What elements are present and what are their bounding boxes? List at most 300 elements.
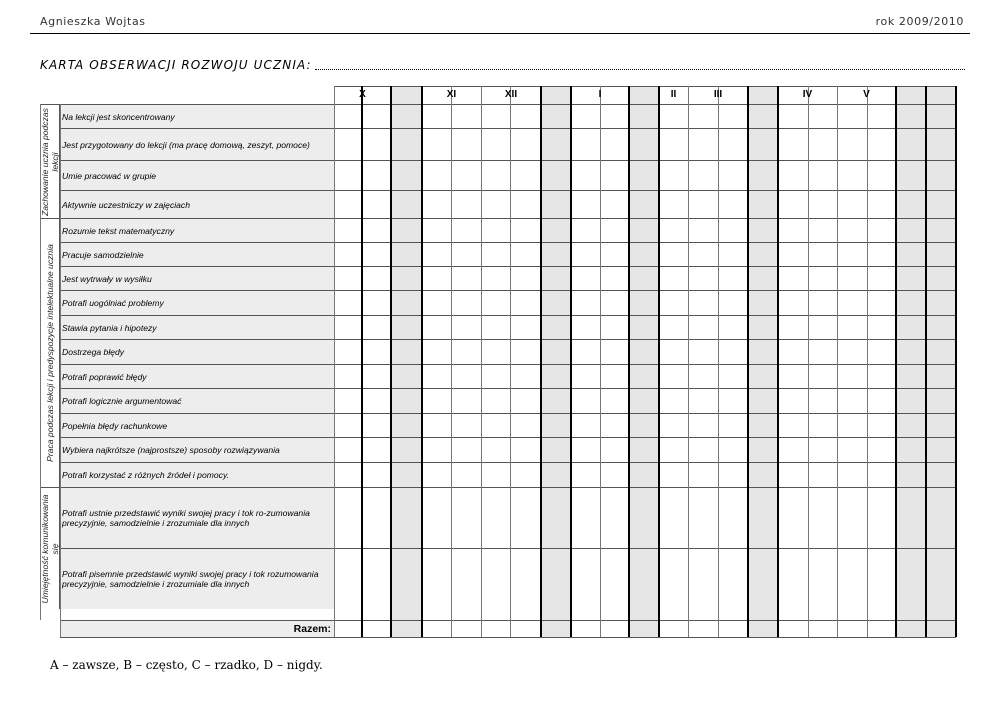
observation-cell[interactable]: [362, 413, 391, 437]
observation-cell[interactable]: [748, 242, 778, 266]
observation-cell[interactable]: [362, 160, 391, 190]
observation-cell[interactable]: [778, 364, 808, 388]
observation-cell[interactable]: [362, 128, 391, 160]
observation-cell[interactable]: [808, 242, 837, 266]
observation-cell[interactable]: [896, 128, 926, 160]
observation-cell[interactable]: [808, 364, 837, 388]
observation-cell[interactable]: [510, 160, 541, 190]
observation-cell[interactable]: [422, 364, 451, 388]
observation-cell[interactable]: [896, 104, 926, 128]
observation-cell[interactable]: [629, 462, 659, 487]
observation-cell[interactable]: [629, 290, 659, 315]
observation-cell[interactable]: [362, 487, 391, 548]
observation-cell[interactable]: [867, 437, 896, 462]
observation-cell[interactable]: [778, 437, 808, 462]
observation-cell[interactable]: [481, 437, 510, 462]
observation-cell[interactable]: [926, 487, 956, 548]
observation-cell[interactable]: [688, 487, 718, 548]
observation-cell[interactable]: [451, 266, 481, 290]
observation-cell[interactable]: [451, 388, 481, 413]
observation-cell[interactable]: [629, 128, 659, 160]
observation-cell[interactable]: [896, 339, 926, 364]
observation-cell[interactable]: [688, 290, 718, 315]
observation-cell[interactable]: [926, 462, 956, 487]
observation-cell[interactable]: [422, 548, 451, 609]
observation-cell[interactable]: [896, 266, 926, 290]
observation-cell[interactable]: [688, 190, 718, 218]
observation-cell[interactable]: [629, 315, 659, 339]
observation-cell[interactable]: [778, 160, 808, 190]
observation-cell[interactable]: [688, 462, 718, 487]
observation-cell[interactable]: [334, 190, 362, 218]
observation-cell[interactable]: [688, 437, 718, 462]
observation-cell[interactable]: [688, 266, 718, 290]
observation-cell[interactable]: [600, 315, 629, 339]
observation-cell[interactable]: [688, 364, 718, 388]
observation-cell[interactable]: [837, 437, 867, 462]
observation-cell[interactable]: [334, 339, 362, 364]
observation-cell[interactable]: [748, 339, 778, 364]
observation-cell[interactable]: [926, 160, 956, 190]
observation-cell[interactable]: [778, 218, 808, 242]
observation-cell[interactable]: [451, 190, 481, 218]
observation-cell[interactable]: [808, 388, 837, 413]
observation-cell[interactable]: [541, 339, 571, 364]
observation-cell[interactable]: [837, 290, 867, 315]
observation-cell[interactable]: [541, 266, 571, 290]
observation-cell[interactable]: [571, 548, 600, 609]
observation-cell[interactable]: [808, 462, 837, 487]
observation-cell[interactable]: [896, 218, 926, 242]
observation-cell[interactable]: [718, 548, 748, 609]
observation-cell[interactable]: [362, 437, 391, 462]
observation-cell[interactable]: [778, 104, 808, 128]
observation-cell[interactable]: [510, 339, 541, 364]
observation-cell[interactable]: [778, 413, 808, 437]
observation-cell[interactable]: [481, 218, 510, 242]
observation-cell[interactable]: [688, 388, 718, 413]
observation-cell[interactable]: [659, 487, 688, 548]
observation-cell[interactable]: [926, 339, 956, 364]
observation-cell[interactable]: [600, 190, 629, 218]
observation-cell[interactable]: [778, 290, 808, 315]
observation-cell[interactable]: [422, 487, 451, 548]
observation-cell[interactable]: [837, 160, 867, 190]
observation-cell[interactable]: [391, 548, 422, 609]
observation-cell[interactable]: [926, 290, 956, 315]
observation-cell[interactable]: [867, 160, 896, 190]
observation-cell[interactable]: [926, 315, 956, 339]
observation-cell[interactable]: [748, 290, 778, 315]
observation-cell[interactable]: [867, 388, 896, 413]
observation-cell[interactable]: [541, 104, 571, 128]
observation-cell[interactable]: [422, 218, 451, 242]
observation-cell[interactable]: [391, 266, 422, 290]
observation-cell[interactable]: [808, 266, 837, 290]
observation-cell[interactable]: [659, 128, 688, 160]
observation-cell[interactable]: [837, 218, 867, 242]
observation-cell[interactable]: [451, 487, 481, 548]
observation-cell[interactable]: [510, 437, 541, 462]
observation-cell[interactable]: [926, 413, 956, 437]
observation-cell[interactable]: [896, 315, 926, 339]
observation-cell[interactable]: [748, 128, 778, 160]
observation-cell[interactable]: [629, 242, 659, 266]
observation-cell[interactable]: [422, 160, 451, 190]
observation-cell[interactable]: [808, 413, 837, 437]
observation-cell[interactable]: [362, 462, 391, 487]
observation-cell[interactable]: [334, 388, 362, 413]
observation-cell[interactable]: [926, 104, 956, 128]
observation-cell[interactable]: [629, 266, 659, 290]
observation-cell[interactable]: [391, 242, 422, 266]
observation-cell[interactable]: [718, 160, 748, 190]
observation-cell[interactable]: [510, 462, 541, 487]
observation-cell[interactable]: [867, 548, 896, 609]
observation-cell[interactable]: [778, 548, 808, 609]
observation-cell[interactable]: [541, 218, 571, 242]
observation-cell[interactable]: [718, 242, 748, 266]
observation-cell[interactable]: [718, 437, 748, 462]
observation-cell[interactable]: [391, 487, 422, 548]
observation-cell[interactable]: [778, 242, 808, 266]
observation-cell[interactable]: [748, 266, 778, 290]
observation-cell[interactable]: [571, 413, 600, 437]
observation-cell[interactable]: [362, 290, 391, 315]
observation-cell[interactable]: [541, 413, 571, 437]
observation-cell[interactable]: [718, 388, 748, 413]
observation-cell[interactable]: [481, 160, 510, 190]
observation-cell[interactable]: [334, 290, 362, 315]
observation-cell[interactable]: [422, 462, 451, 487]
observation-cell[interactable]: [541, 160, 571, 190]
observation-cell[interactable]: [688, 339, 718, 364]
observation-cell[interactable]: [600, 364, 629, 388]
observation-cell[interactable]: [748, 413, 778, 437]
observation-cell[interactable]: [659, 218, 688, 242]
observation-cell[interactable]: [808, 548, 837, 609]
observation-cell[interactable]: [451, 128, 481, 160]
observation-cell[interactable]: [926, 190, 956, 218]
observation-cell[interactable]: [481, 548, 510, 609]
observation-cell[interactable]: [510, 218, 541, 242]
observation-cell[interactable]: [659, 364, 688, 388]
observation-cell[interactable]: [659, 190, 688, 218]
observation-cell[interactable]: [481, 364, 510, 388]
observation-cell[interactable]: [391, 315, 422, 339]
observation-cell[interactable]: [748, 190, 778, 218]
observation-cell[interactable]: [541, 364, 571, 388]
observation-cell[interactable]: [362, 388, 391, 413]
observation-cell[interactable]: [571, 190, 600, 218]
observation-cell[interactable]: [422, 388, 451, 413]
observation-cell[interactable]: [391, 364, 422, 388]
observation-cell[interactable]: [481, 462, 510, 487]
observation-cell[interactable]: [600, 266, 629, 290]
observation-cell[interactable]: [362, 266, 391, 290]
observation-cell[interactable]: [808, 315, 837, 339]
observation-cell[interactable]: [808, 339, 837, 364]
observation-cell[interactable]: [896, 413, 926, 437]
observation-cell[interactable]: [808, 437, 837, 462]
observation-cell[interactable]: [391, 128, 422, 160]
observation-cell[interactable]: [659, 315, 688, 339]
observation-cell[interactable]: [718, 462, 748, 487]
observation-cell[interactable]: [362, 315, 391, 339]
observation-cell[interactable]: [422, 266, 451, 290]
observation-cell[interactable]: [510, 315, 541, 339]
observation-cell[interactable]: [600, 462, 629, 487]
observation-cell[interactable]: [837, 315, 867, 339]
observation-cell[interactable]: [718, 413, 748, 437]
observation-cell[interactable]: [510, 413, 541, 437]
observation-cell[interactable]: [422, 242, 451, 266]
observation-cell[interactable]: [837, 339, 867, 364]
observation-cell[interactable]: [481, 388, 510, 413]
observation-cell[interactable]: [391, 290, 422, 315]
observation-cell[interactable]: [837, 266, 867, 290]
observation-cell[interactable]: [334, 128, 362, 160]
observation-cell[interactable]: [718, 339, 748, 364]
observation-cell[interactable]: [362, 242, 391, 266]
observation-cell[interactable]: [541, 190, 571, 218]
observation-cell[interactable]: [718, 364, 748, 388]
observation-cell[interactable]: [808, 218, 837, 242]
observation-cell[interactable]: [778, 266, 808, 290]
observation-cell[interactable]: [510, 364, 541, 388]
observation-cell[interactable]: [600, 290, 629, 315]
observation-cell[interactable]: [867, 315, 896, 339]
observation-cell[interactable]: [629, 437, 659, 462]
observation-cell[interactable]: [659, 437, 688, 462]
observation-cell[interactable]: [837, 548, 867, 609]
observation-cell[interactable]: [481, 339, 510, 364]
observation-cell[interactable]: [926, 548, 956, 609]
observation-cell[interactable]: [481, 242, 510, 266]
observation-cell[interactable]: [808, 487, 837, 548]
observation-cell[interactable]: [718, 290, 748, 315]
observation-cell[interactable]: [600, 437, 629, 462]
observation-cell[interactable]: [510, 128, 541, 160]
observation-cell[interactable]: [481, 128, 510, 160]
observation-cell[interactable]: [571, 388, 600, 413]
observation-cell[interactable]: [867, 290, 896, 315]
observation-cell[interactable]: [541, 437, 571, 462]
observation-cell[interactable]: [748, 388, 778, 413]
observation-cell[interactable]: [451, 548, 481, 609]
observation-cell[interactable]: [718, 190, 748, 218]
observation-cell[interactable]: [571, 242, 600, 266]
observation-cell[interactable]: [451, 104, 481, 128]
observation-cell[interactable]: [748, 315, 778, 339]
observation-cell[interactable]: [808, 190, 837, 218]
observation-cell[interactable]: [391, 190, 422, 218]
observation-cell[interactable]: [481, 413, 510, 437]
observation-cell[interactable]: [748, 548, 778, 609]
observation-cell[interactable]: [571, 487, 600, 548]
observation-cell[interactable]: [541, 290, 571, 315]
observation-cell[interactable]: [688, 160, 718, 190]
observation-cell[interactable]: [422, 437, 451, 462]
observation-cell[interactable]: [688, 218, 718, 242]
observation-cell[interactable]: [541, 128, 571, 160]
observation-cell[interactable]: [362, 339, 391, 364]
observation-cell[interactable]: [778, 315, 808, 339]
observation-cell[interactable]: [748, 104, 778, 128]
observation-cell[interactable]: [334, 266, 362, 290]
observation-cell[interactable]: [629, 487, 659, 548]
observation-cell[interactable]: [510, 190, 541, 218]
observation-cell[interactable]: [391, 437, 422, 462]
observation-cell[interactable]: [510, 487, 541, 548]
name-fill-line[interactable]: [315, 69, 965, 70]
observation-cell[interactable]: [481, 487, 510, 548]
observation-cell[interactable]: [510, 242, 541, 266]
observation-cell[interactable]: [334, 160, 362, 190]
observation-cell[interactable]: [837, 364, 867, 388]
observation-cell[interactable]: [926, 128, 956, 160]
observation-cell[interactable]: [629, 413, 659, 437]
observation-cell[interactable]: [422, 339, 451, 364]
observation-cell[interactable]: [629, 218, 659, 242]
observation-cell[interactable]: [688, 128, 718, 160]
observation-cell[interactable]: [541, 462, 571, 487]
observation-cell[interactable]: [451, 218, 481, 242]
observation-cell[interactable]: [600, 339, 629, 364]
observation-cell[interactable]: [688, 242, 718, 266]
observation-cell[interactable]: [571, 266, 600, 290]
observation-cell[interactable]: [896, 388, 926, 413]
observation-cell[interactable]: [334, 413, 362, 437]
observation-cell[interactable]: [510, 290, 541, 315]
observation-cell[interactable]: [451, 413, 481, 437]
observation-cell[interactable]: [896, 462, 926, 487]
observation-cell[interactable]: [334, 437, 362, 462]
observation-cell[interactable]: [867, 190, 896, 218]
observation-cell[interactable]: [867, 128, 896, 160]
observation-cell[interactable]: [718, 487, 748, 548]
observation-cell[interactable]: [600, 388, 629, 413]
observation-cell[interactable]: [688, 104, 718, 128]
observation-cell[interactable]: [808, 128, 837, 160]
observation-cell[interactable]: [926, 242, 956, 266]
observation-cell[interactable]: [510, 548, 541, 609]
observation-cell[interactable]: [571, 290, 600, 315]
observation-cell[interactable]: [571, 462, 600, 487]
observation-cell[interactable]: [867, 413, 896, 437]
observation-cell[interactable]: [510, 388, 541, 413]
observation-cell[interactable]: [748, 487, 778, 548]
observation-cell[interactable]: [334, 462, 362, 487]
observation-cell[interactable]: [896, 487, 926, 548]
observation-cell[interactable]: [837, 190, 867, 218]
observation-cell[interactable]: [334, 242, 362, 266]
observation-cell[interactable]: [926, 388, 956, 413]
observation-cell[interactable]: [362, 364, 391, 388]
observation-cell[interactable]: [451, 290, 481, 315]
observation-cell[interactable]: [629, 160, 659, 190]
observation-cell[interactable]: [688, 315, 718, 339]
observation-cell[interactable]: [837, 487, 867, 548]
observation-cell[interactable]: [422, 190, 451, 218]
observation-cell[interactable]: [748, 437, 778, 462]
observation-cell[interactable]: [451, 462, 481, 487]
observation-cell[interactable]: [334, 218, 362, 242]
observation-cell[interactable]: [867, 266, 896, 290]
observation-cell[interactable]: [600, 104, 629, 128]
observation-cell[interactable]: [600, 128, 629, 160]
observation-cell[interactable]: [659, 160, 688, 190]
observation-cell[interactable]: [541, 388, 571, 413]
observation-cell[interactable]: [451, 242, 481, 266]
observation-cell[interactable]: [481, 290, 510, 315]
observation-cell[interactable]: [571, 364, 600, 388]
observation-cell[interactable]: [541, 315, 571, 339]
observation-cell[interactable]: [748, 218, 778, 242]
observation-cell[interactable]: [422, 104, 451, 128]
observation-cell[interactable]: [748, 462, 778, 487]
observation-cell[interactable]: [659, 104, 688, 128]
observation-cell[interactable]: [334, 487, 362, 548]
observation-cell[interactable]: [451, 339, 481, 364]
observation-cell[interactable]: [481, 315, 510, 339]
observation-cell[interactable]: [541, 242, 571, 266]
observation-cell[interactable]: [334, 364, 362, 388]
observation-cell[interactable]: [867, 462, 896, 487]
observation-cell[interactable]: [688, 548, 718, 609]
observation-cell[interactable]: [896, 242, 926, 266]
observation-cell[interactable]: [362, 190, 391, 218]
observation-cell[interactable]: [718, 128, 748, 160]
observation-cell[interactable]: [659, 242, 688, 266]
observation-cell[interactable]: [808, 290, 837, 315]
observation-cell[interactable]: [362, 218, 391, 242]
observation-cell[interactable]: [778, 388, 808, 413]
observation-cell[interactable]: [659, 266, 688, 290]
observation-cell[interactable]: [600, 548, 629, 609]
observation-cell[interactable]: [481, 190, 510, 218]
observation-cell[interactable]: [510, 104, 541, 128]
observation-cell[interactable]: [837, 242, 867, 266]
observation-cell[interactable]: [659, 548, 688, 609]
observation-cell[interactable]: [688, 413, 718, 437]
observation-cell[interactable]: [778, 339, 808, 364]
observation-cell[interactable]: [629, 104, 659, 128]
observation-cell[interactable]: [659, 339, 688, 364]
observation-cell[interactable]: [659, 388, 688, 413]
observation-cell[interactable]: [926, 364, 956, 388]
observation-cell[interactable]: [541, 487, 571, 548]
observation-cell[interactable]: [896, 437, 926, 462]
observation-cell[interactable]: [629, 388, 659, 413]
observation-cell[interactable]: [718, 104, 748, 128]
observation-cell[interactable]: [867, 487, 896, 548]
observation-cell[interactable]: [391, 218, 422, 242]
observation-cell[interactable]: [778, 190, 808, 218]
observation-cell[interactable]: [600, 218, 629, 242]
observation-cell[interactable]: [896, 364, 926, 388]
observation-cell[interactable]: [571, 160, 600, 190]
observation-cell[interactable]: [391, 104, 422, 128]
observation-cell[interactable]: [571, 218, 600, 242]
observation-cell[interactable]: [867, 339, 896, 364]
observation-cell[interactable]: [837, 462, 867, 487]
observation-cell[interactable]: [896, 160, 926, 190]
observation-cell[interactable]: [571, 315, 600, 339]
observation-cell[interactable]: [867, 242, 896, 266]
observation-cell[interactable]: [718, 315, 748, 339]
observation-cell[interactable]: [600, 242, 629, 266]
